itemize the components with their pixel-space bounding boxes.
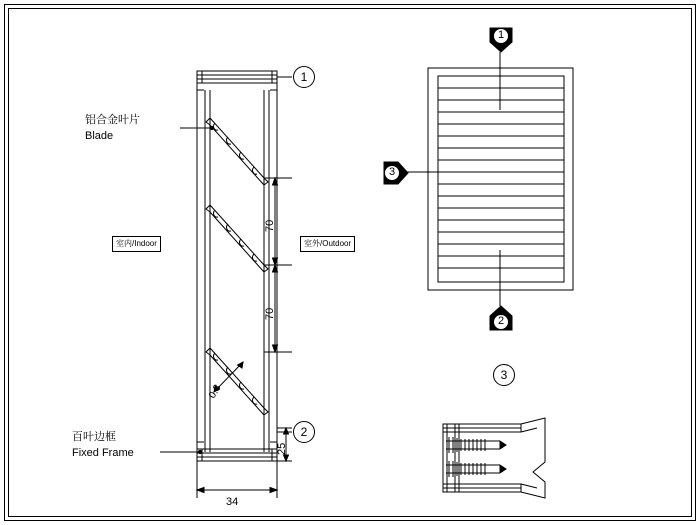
section-number-top: 1 <box>497 29 505 41</box>
leader-fixed-frame <box>160 450 202 453</box>
blade-section-2 <box>206 205 268 272</box>
detail-tag-1: 1 <box>300 70 308 84</box>
dim-text-70-upper: 70 <box>264 219 276 232</box>
fixed-frame-label-en: Fixed Frame <box>72 447 134 459</box>
dim-34 <box>197 461 277 498</box>
left-jamb <box>197 83 210 455</box>
blade-section-3 <box>206 348 268 415</box>
dim-text-34: 34 <box>226 496 239 508</box>
section-number-left: 3 <box>388 166 396 178</box>
bottom-frame-member <box>197 449 277 461</box>
dim-text-25: 25 <box>276 442 288 455</box>
detail-3-drawing <box>443 418 545 498</box>
fixed-frame-label-cn: 百叶边框 <box>72 431 116 443</box>
blade-label-cn: 铝合金叶片 <box>85 114 140 126</box>
outdoor-label: 室外/Outdoor <box>300 236 355 252</box>
dim-text-08: 0.8 <box>207 382 224 401</box>
section-number-bottom: 2 <box>497 315 505 327</box>
blade-label-en: Blade <box>85 130 114 142</box>
detail-tag-2: 2 <box>300 425 308 439</box>
indoor-label: 室内/Indoor <box>112 236 161 252</box>
dim-text-70-lower: 70 <box>264 307 276 320</box>
blade-section-1 <box>206 118 268 185</box>
detail-tag-3: 3 <box>500 368 508 382</box>
top-frame-member <box>197 71 277 83</box>
